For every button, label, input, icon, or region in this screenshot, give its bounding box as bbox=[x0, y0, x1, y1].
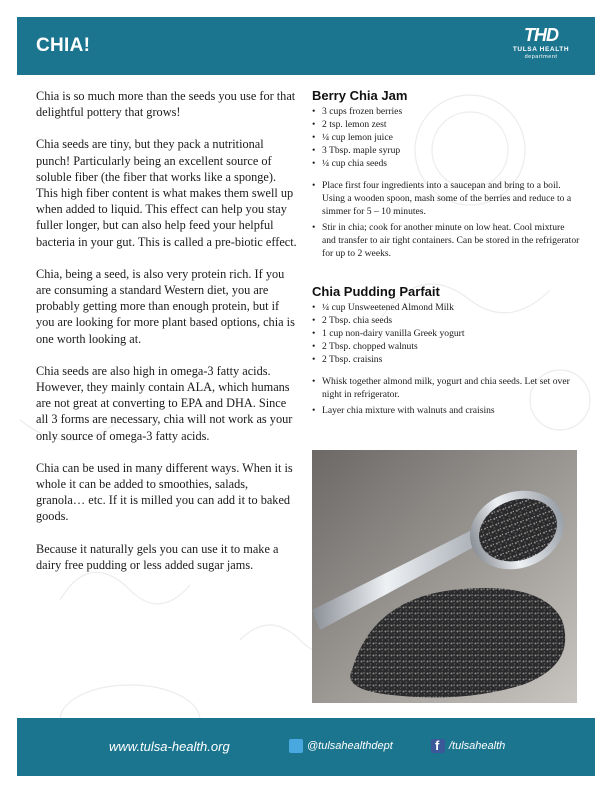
ingredient-item: • 2 tsp. lemon zest bbox=[312, 118, 580, 131]
header-banner bbox=[17, 17, 595, 75]
ingredient-item: • 3 cups frozen berries bbox=[312, 105, 580, 118]
website-link[interactable]: www.tulsa-health.org bbox=[109, 739, 230, 754]
step-item: • Whisk together almond milk, yogurt and chia seeds. Let set over night in refrigerator. bbox=[312, 375, 580, 401]
facebook-handle: /tulsahealth bbox=[449, 740, 506, 752]
facebook-link[interactable] bbox=[431, 739, 505, 753]
step-item: • Place first four ingredients into a saucepan and bring to a boil. Using a wooden spoon, mash some of the berries and reduce to a simmer for 5 – 10 minutes. bbox=[312, 179, 580, 218]
step-item: • Stir in chia; cook for another minute on low heat. Cool mixture and transfer to air tight containers. Can be stored in the refrigerator for up to 2 weeks. bbox=[312, 221, 580, 260]
step-list bbox=[312, 375, 580, 417]
ingredient-item: • 3 Tbsp. maple syrup bbox=[312, 144, 580, 157]
ingredient-item: • ¼ cup chia seeds bbox=[312, 157, 580, 170]
logo-line-2: department bbox=[524, 54, 558, 60]
recipe-title: Chia Pudding Parfait bbox=[312, 284, 440, 299]
footer-banner bbox=[17, 718, 595, 776]
ingredient-list bbox=[312, 105, 580, 170]
article-paragraph: Because it naturally gels you can use it to make a dairy free pudding or less added sugar jams. bbox=[36, 541, 279, 572]
facebook-icon bbox=[431, 739, 445, 753]
twitter-icon bbox=[289, 739, 303, 753]
ingredient-item: • 2 Tbsp. chopped walnuts bbox=[312, 340, 580, 353]
article-paragraph: Chia is so much more than the seeds you use for that delightful pottery that grows! bbox=[36, 89, 296, 120]
article-body bbox=[36, 88, 298, 589]
ingredient-item: • 2 Tbsp. chia seeds bbox=[312, 314, 580, 327]
twitter-handle: @tulsahealthdept bbox=[307, 740, 393, 752]
step-list bbox=[312, 179, 580, 260]
ingredient-item: • ¼ cup Unsweetened Almond Milk bbox=[312, 301, 580, 314]
chia-seeds-photo bbox=[312, 450, 577, 703]
article-paragraph: Chia seeds are tiny, but they pack a nutritional punch! Particularly being an excellent source of soluble fiber (the fiber that works like a sponge). This high fiber content is what makes them swell up when added to liquid. This effect can help you stay fuller longer, but can also help feed your helpful bacteria in your gut. This is called a pre-biotic effect. bbox=[36, 137, 297, 249]
article-paragraph: Chia seeds are also high in omega-3 fatty acids. However, they mainly contain ALA, which humans are not great at converting to EPA and DHA. Since all 3 forms are necessary, chia will not work as your only source of omega-3 fatty acids. bbox=[36, 363, 293, 443]
article-paragraph: Chia, being a seed, is also very protein rich. If you are consuming a standard Western diet, you are probably getting more than enough protein, but if you are looking for more plant based options, chia is one worth looking at. bbox=[36, 266, 295, 346]
recipes-column bbox=[312, 88, 580, 420]
tulsa-health-logo bbox=[501, 25, 581, 61]
ingredient-item: • 2 Tbsp. craisins bbox=[312, 353, 580, 366]
recipe-chia-pudding-parfait bbox=[312, 284, 580, 417]
twitter-link[interactable] bbox=[289, 739, 393, 753]
page-title: CHIA! bbox=[36, 35, 91, 56]
article-paragraph: Chia can be used in many different ways. When it is whole it can be added to smoothies, salads, granola… etc. If it is milled you can add it to baked goods. bbox=[36, 460, 293, 524]
ingredient-list bbox=[312, 301, 580, 366]
logo-line-1: TULSA HEALTH bbox=[512, 46, 570, 53]
recipe-berry-chia-jam bbox=[312, 88, 580, 260]
step-item: • Layer chia mixture with walnuts and craisins bbox=[312, 404, 580, 417]
ingredient-item: • ¼ cup lemon juice bbox=[312, 131, 580, 144]
ingredient-item: • 1 cup non-dairy vanilla Greek yogurt bbox=[312, 327, 580, 340]
thd-logo-mark: THD bbox=[524, 25, 558, 45]
recipe-title: Berry Chia Jam bbox=[312, 88, 408, 103]
